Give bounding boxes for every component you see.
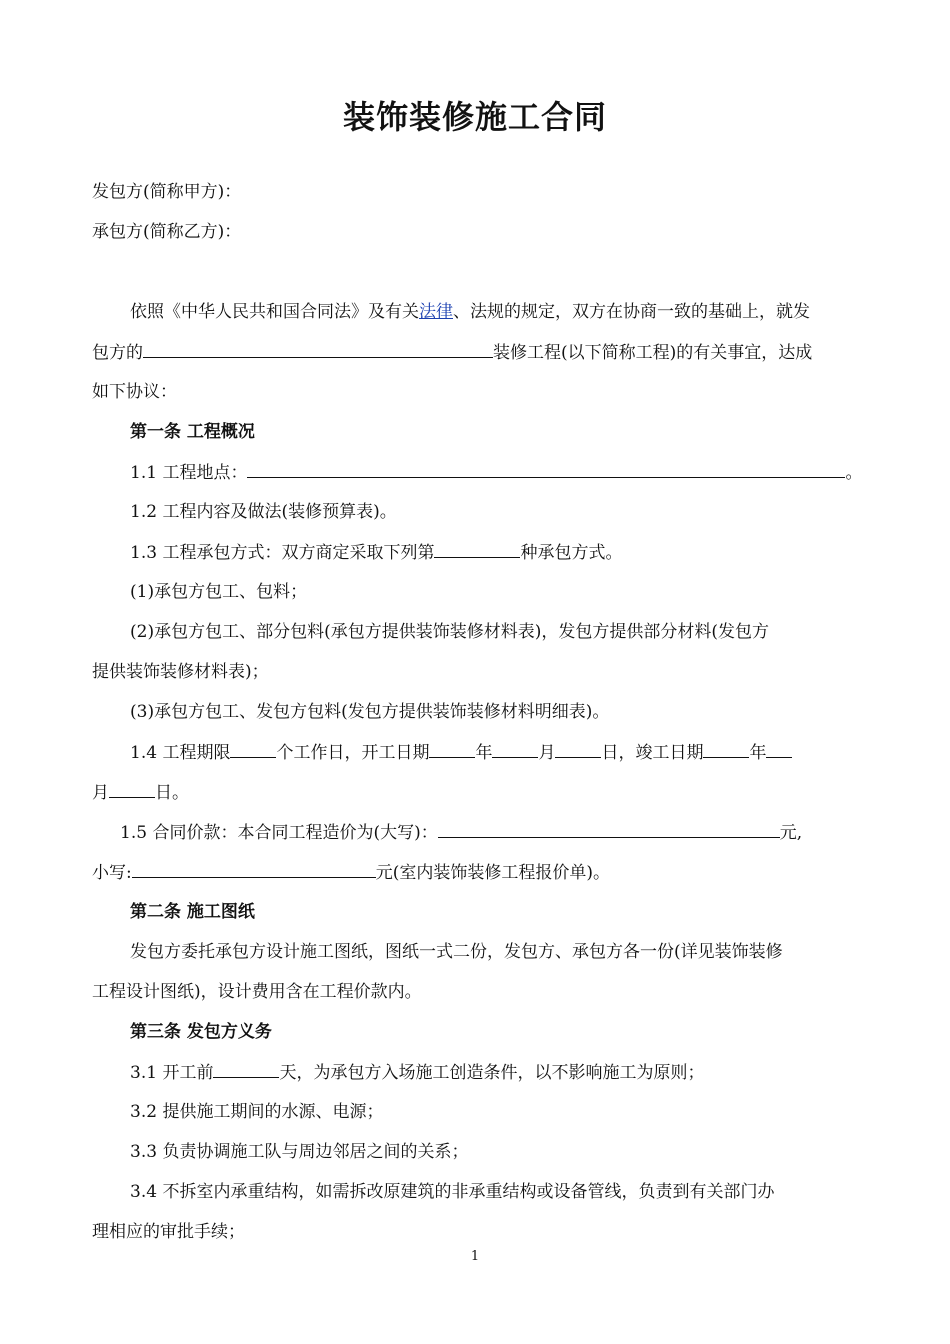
start-year-blank[interactable]: [429, 740, 475, 758]
item-text: 3.1 开工前: [130, 1063, 214, 1083]
article-1-heading: 第一条 工程概况: [130, 422, 255, 442]
item-text: 种承包方式。: [520, 543, 623, 563]
contract-title: 装饰装修施工合同: [342, 98, 607, 136]
price-words-blank[interactable]: [438, 820, 780, 838]
item-1-4-line-2: [92, 780, 189, 805]
item-text: 1.3 工程承包方式：双方商定采取下列第: [130, 543, 435, 563]
article-2-heading: 第二条 施工图纸: [130, 902, 255, 922]
end-month-blank[interactable]: [766, 740, 792, 758]
option-2-line-2: 提供装饰装修材料表)；: [92, 662, 269, 682]
party-b-line: 承包方(简称乙方)：: [92, 222, 242, 242]
item-text: 年: [475, 743, 493, 763]
item-3-4-line-1: 3.4 不拆室内承重结构，如需拆改原建筑的非承重结构或设备管线，负责到有关部门办: [130, 1182, 775, 1202]
intro-line-3: 如下协议：: [92, 382, 177, 402]
item-text: 个工作日，开工日期: [276, 743, 430, 763]
item-1-3: [130, 540, 622, 565]
item-text: 月: [538, 743, 556, 763]
intro-line-2: [92, 340, 812, 365]
option-3: (3)承包方包工、发包方包料(发包方提供装饰装修材料明细表)。: [130, 702, 610, 722]
item-3-3: 3.3 负责协调施工队与周边邻居之间的关系；: [130, 1142, 469, 1162]
item-1-1: [130, 460, 862, 485]
item-3-4-line-2: 理相应的审批手续；: [92, 1222, 245, 1242]
item-text: 。: [845, 463, 863, 483]
option-2-line-1: (2)承包方包工、部分包料(承包方提供装饰装修材料表)，发包方提供部分材料(发包方: [130, 622, 769, 642]
site-address-blank[interactable]: [247, 460, 845, 478]
article-2-line-1: 发包方委托承包方设计施工图纸，图纸一式二份，发包方、承包方各一份(详见装饰装修: [130, 942, 783, 962]
intro-text: 装修工程(以下简称工程)的有关事宜，达成: [493, 343, 813, 363]
project-name-blank[interactable]: [143, 340, 493, 358]
days-before-blank[interactable]: [213, 1060, 279, 1078]
intro-line-1: [130, 300, 810, 324]
article-2-line-2: 工程设计图纸)，设计费用含在工程价款内。: [92, 982, 422, 1002]
contract-mode-blank[interactable]: [434, 540, 520, 558]
start-month-blank[interactable]: [492, 740, 538, 758]
price-figures-blank[interactable]: [132, 860, 376, 878]
intro-text: 、法规的规定，双方在协商一致的基础上，就发: [453, 302, 810, 322]
item-text: 1.5 合同价款：本合同工程造价为(大写)：: [120, 823, 438, 843]
end-day-blank[interactable]: [109, 780, 155, 798]
item-3-2: 3.2 提供施工期间的水源、电源；: [130, 1102, 384, 1122]
item-3-1: [130, 1060, 704, 1085]
item-1-4-line-1: [130, 740, 792, 765]
item-text: 日。: [155, 783, 189, 803]
item-text: 年: [749, 743, 767, 763]
item-text: 元(室内装饰装修工程报价单)。: [375, 863, 610, 883]
item-text: 日，竣工日期: [601, 743, 704, 763]
workdays-blank[interactable]: [230, 740, 276, 758]
law-link[interactable]: 法律: [419, 302, 453, 322]
option-1: (1)承包方包工、包料；: [130, 582, 308, 602]
item-text: 小写:: [92, 863, 132, 883]
article-3-heading: 第三条 发包方义务: [130, 1022, 272, 1042]
item-text: 元,: [779, 823, 803, 843]
intro-text: 包方的: [92, 343, 143, 363]
item-1-5-line-2: [92, 860, 610, 885]
end-year-blank[interactable]: [703, 740, 749, 758]
page-number: 1: [470, 1249, 480, 1264]
item-1-5-line-1: [120, 820, 802, 845]
party-a-line: 发包方(简称甲方)：: [92, 182, 242, 202]
item-text: 1.4 工程期限: [130, 743, 231, 763]
item-1-2: 1.2 工程内容及做法(装修预算表)。: [130, 502, 397, 522]
item-label: 1.1 工程地点：: [130, 463, 248, 483]
intro-text: 依照《中华人民共和国合同法》及有关: [130, 302, 419, 322]
start-day-blank[interactable]: [555, 740, 601, 758]
item-text: 天，为承包方入场施工创造条件，以不影响施工为原则；: [279, 1063, 705, 1083]
item-text: 月: [92, 783, 109, 803]
